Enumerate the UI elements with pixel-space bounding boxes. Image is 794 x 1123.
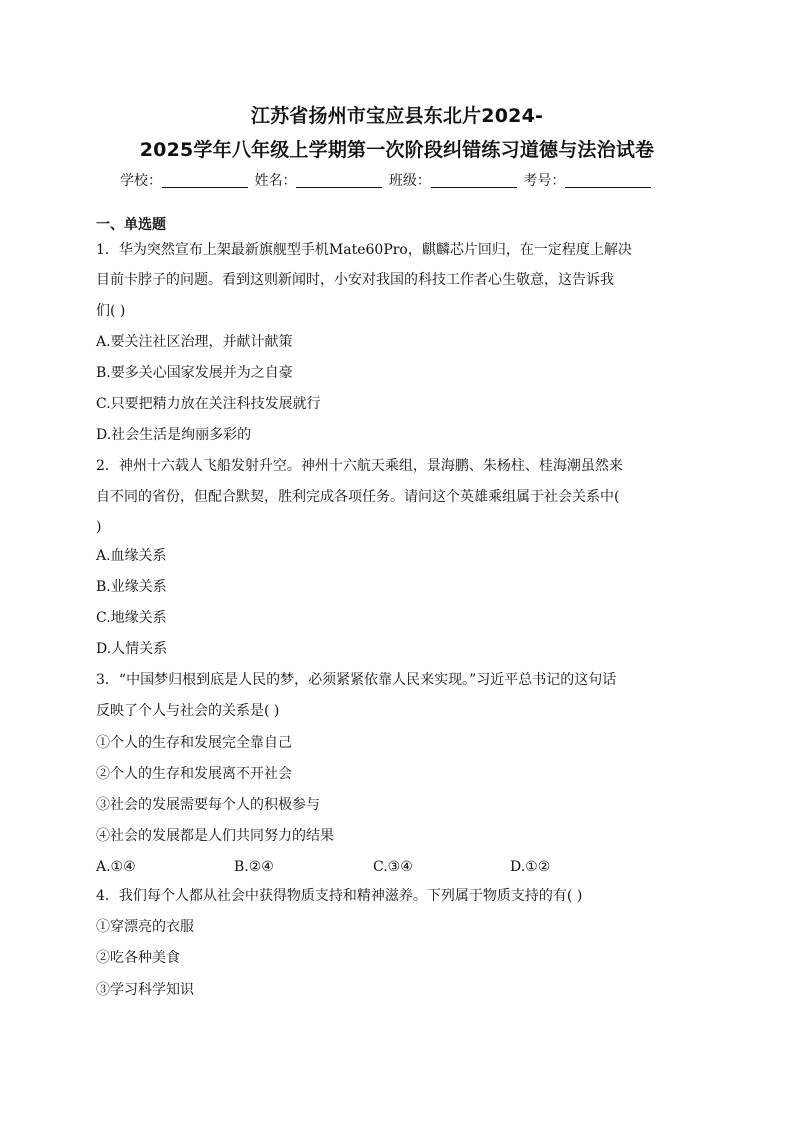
question-2-option-d: D.人情关系: [96, 641, 168, 657]
question-3-choices: [96, 857, 696, 877]
question-2-stem-line-1: 2．神州十六载人飞船发射升空。神州十六航天乘组，景海鹏、朱杨柱、桂海潮虽然来: [96, 458, 623, 474]
question-3-item-1: ①个人的生存和发展完全靠自己: [96, 735, 292, 751]
question-1-option-a: A.要关注社区治理，并献计献策: [96, 334, 293, 350]
question-3-stem-line-1: 3．“中国梦归根到底是人民的梦，必须紧紧依靠人民来实现。”习近平总书记的这句话: [96, 672, 617, 688]
question-4-item-1: ①穿漂亮的衣服: [96, 919, 194, 935]
class-blank: [431, 172, 517, 188]
exam-no-label: 考号：: [523, 173, 566, 189]
question-3-choice-c: C.③④: [373, 859, 413, 875]
exam-title-line-1: 江苏省扬州市宝应县东北片2024-: [250, 105, 544, 127]
question-2-stem-line-2: 自不同的省份，但配合默契，胜利完成各项任务。请问这个英雄乘组属于社会关系中(: [96, 489, 620, 505]
question-3-item-4: ④社会的发展都是人们共同努力的结果: [96, 828, 334, 844]
question-2-option-a: A.血缘关系: [96, 548, 167, 564]
question-4-item-3: ③学习科学知识: [96, 982, 194, 998]
exam-title-line-2: 2025学年八年级上学期第一次阶段纠错练习道德与法治试卷: [139, 139, 655, 161]
question-3-item-3: ③社会的发展需要每个人的积极参与: [96, 797, 320, 813]
section-heading: 一、单选题: [96, 217, 166, 233]
question-1-stem-line-2: 目前卡脖子的问题。看到这则新闻时，小安对我国的科技工作者心生敬意，这告诉我: [96, 272, 614, 288]
question-3-choice-b: B.②④: [234, 859, 274, 875]
question-3-stem-line-2: 反映了个人与社会的关系是( ): [96, 703, 280, 719]
question-1-option-b: B.要多关心国家发展并为之自豪: [96, 365, 293, 381]
question-2-option-c: C.地缘关系: [96, 610, 167, 626]
exam-no-blank: [565, 172, 651, 188]
student-info-row: [120, 171, 680, 191]
school-label: 学校：: [120, 173, 162, 189]
question-1-stem-line-1: 1．华为突然宣布上架最新旗舰型手机Mate60Pro，麒麟芯片回归，在一定程度上解决: [96, 242, 632, 258]
name-blank: [296, 172, 382, 188]
school-blank: [162, 172, 248, 188]
question-3-choice-d: D.①②: [510, 859, 551, 875]
question-1-stem-line-3: 们( ): [96, 303, 126, 319]
class-label: 班级：: [388, 173, 431, 189]
question-4-stem-line-1: 4．我们每个人都从社会中获得物质支持和精神滋养。下列属于物质支持的有( ): [96, 888, 583, 904]
question-1-option-d: D.社会生活是绚丽多彩的: [96, 427, 252, 443]
question-3-choice-a: A.①④: [96, 859, 136, 875]
question-2-option-b: B.业缘关系: [96, 579, 167, 595]
name-label: 姓名：: [254, 173, 297, 189]
question-3-item-2: ②个人的生存和发展离不开社会: [96, 766, 292, 782]
question-2-stem-line-3: ): [96, 519, 102, 535]
question-1-option-c: C.只要把精力放在关注科技发展就行: [96, 396, 321, 412]
question-4-item-2: ②吃各种美食: [96, 950, 180, 966]
